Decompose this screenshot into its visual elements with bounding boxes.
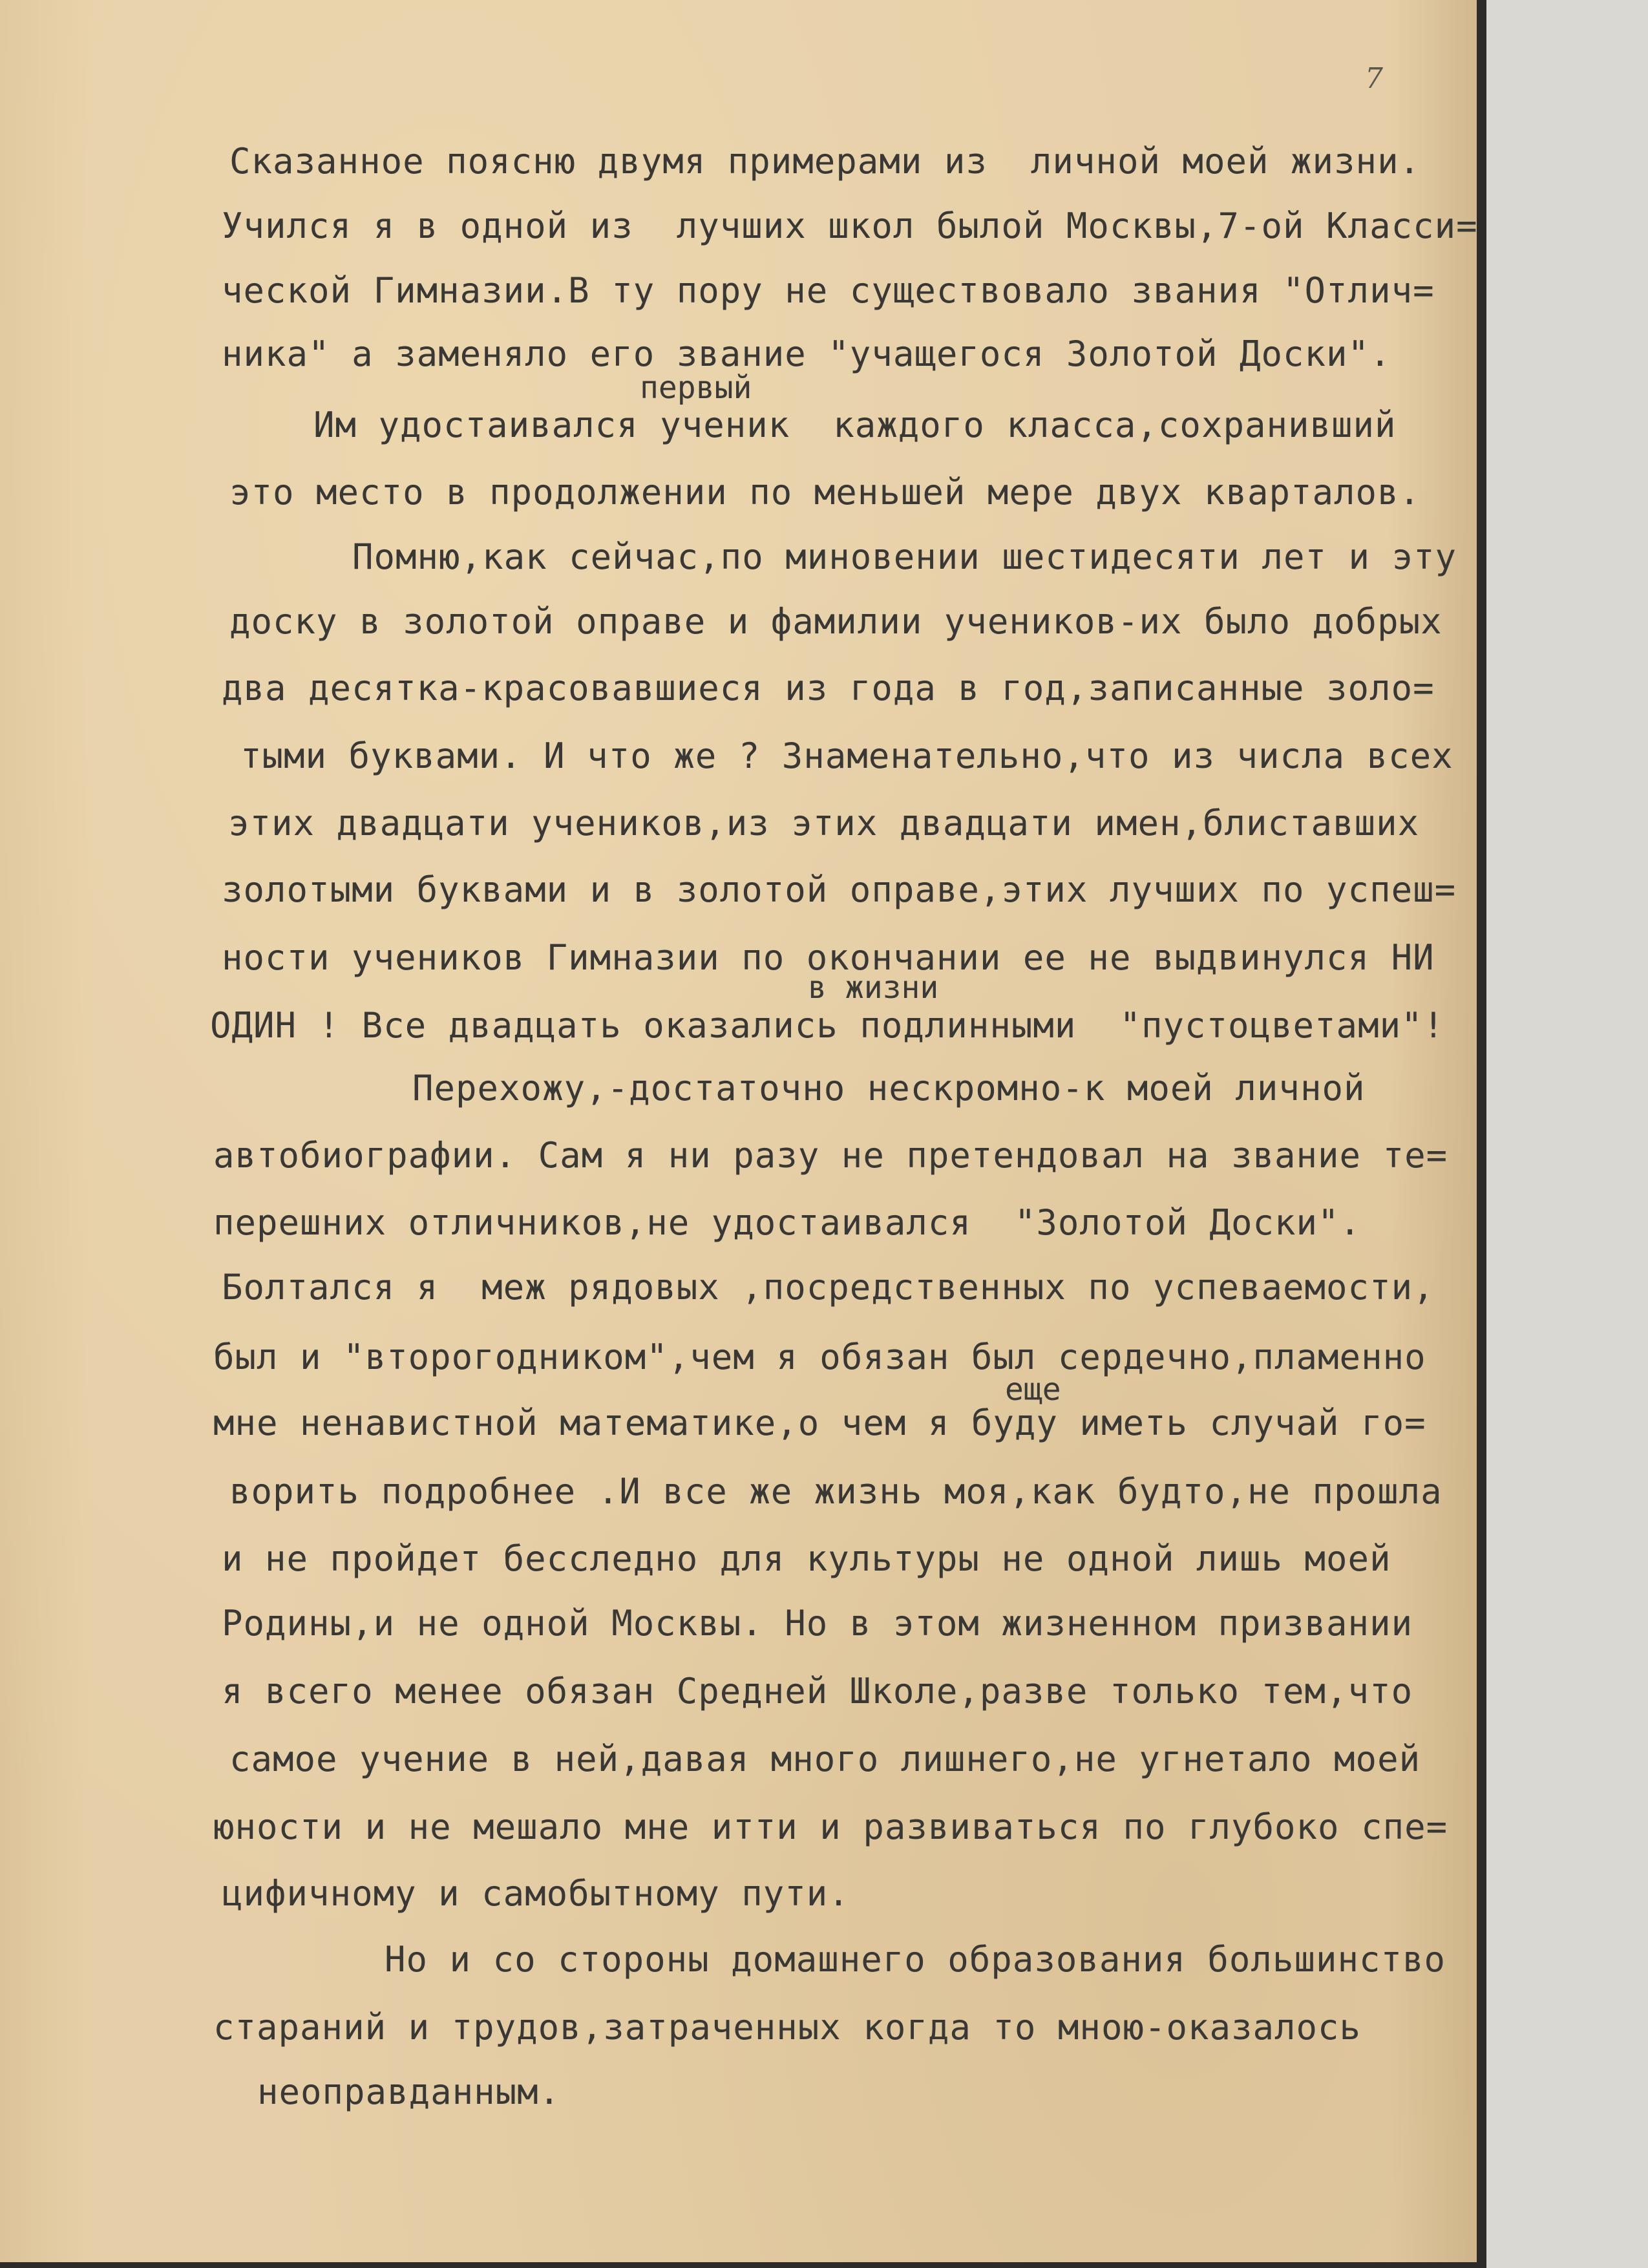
text-line: перешних отличников,не удостаивался "Золотой Доски". [213,1202,1362,1243]
text-line: мне ненавистной математике,о чем я буду иметь случай го= [213,1403,1426,1443]
text-line: это место в продолжении по меньшей мере двух кварталов. [229,472,1421,513]
text-line: Перехожу,-достаточно нескромно-к моей личной [412,1068,1366,1108]
text-line: два десятка-красовавшиеся из года в год,записанные золо= [222,668,1435,708]
text-line: стараний и трудов,затраченных когда то мною-оказалось [213,2007,1362,2048]
text-line: юности и не мешало мне итти и развиваться по глубоко спе= [213,1807,1448,1847]
text-line: тыми буквами. И что же ? Знаменательно,что из числа всех [240,736,1453,776]
text-line: ности учеников Гимназии по окончании ее не выдвинулся НИ [222,937,1435,978]
text-line: Родины,и не одной Москвы. Но в этом жизненном призвании [222,1603,1413,1644]
text-line: Болтался я меж рядовых ,посредственных по успеваемости, [222,1267,1435,1308]
text-line: был и "второгодником",чем я обязан был сердечно,пламенно [213,1337,1426,1377]
text-line: Учился я в одной из лучших школ былой Москвы,7-ой Класси= [222,206,1478,246]
text-line: Им удостаивался ученик каждого класса,сохранивший [313,405,1397,445]
text-line: Сказанное поясню двумя примерами из личной моей жизни. [229,141,1421,182]
page-number: 7 [1365,62,1383,95]
text-line: доску в золотой оправе и фамилии учеников-их было добрых [229,601,1442,642]
text-line: автобиографии. Сам я ни разу не претендовал на звание те= [213,1135,1448,1176]
text-line: и не пройдет бесследно для культуры не одной лишь моей [222,1538,1391,1579]
text-line: самое учение в ней,давая много лишнего,не угнетало моей [229,1739,1421,1779]
text-line: ческой Гимназии.В ту пору не существовало звания "Отлич= [222,270,1435,311]
text-line: неоправданным. [257,2072,561,2112]
text-line: этих двадцати учеников,из этих двадцати имен,блиставших [228,803,1420,843]
text-line: Но и со стороны домашнего образования большинство [385,1939,1446,1980]
handwritten-insertion: первый [640,370,752,406]
text-line: Помню,как сейчас,по миновении шестидесяти лет и эту [352,536,1457,577]
text-line: ника" а заменяло его звание "учащегося Золотой Доски". [222,334,1391,374]
text-line: ворить подробнее .И все же жизнь моя,как будто,не прошла [229,1471,1442,1512]
handwritten-insertion: в жизни [808,970,939,1006]
text-line: ОДИН ! Все двадцать оказались подлинными "пустоцветами"! [210,1005,1445,1046]
text-line: я всего менее обязан Средней Школе,разве только тем,что [222,1671,1413,1712]
text-line: цифичному и самобытному пути. [222,1873,850,1914]
handwritten-insertion: еще [1005,1372,1061,1408]
text-line: золотыми буквами и в золотой оправе,этих лучших по успеш= [222,869,1457,910]
